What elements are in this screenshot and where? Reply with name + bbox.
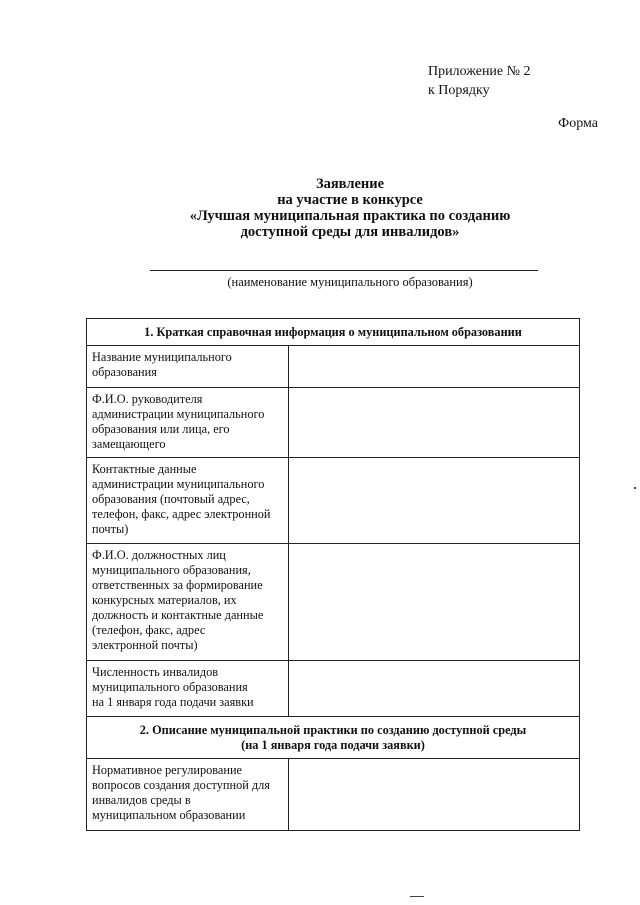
label-line: конкурсных материалов, их — [92, 593, 237, 607]
value-cell-disabled-population[interactable] — [289, 661, 580, 717]
section-2-heading-line-2: (на 1 января года подачи заявки) — [241, 738, 425, 752]
label-line: электронной почты) — [92, 638, 198, 652]
row-label-contact-data — [87, 458, 289, 544]
label-line: замещающего — [92, 437, 166, 451]
table-row — [87, 388, 580, 458]
appendix-number: Приложение № 2 — [428, 64, 531, 79]
row-label-disabled-population — [87, 661, 289, 717]
scan-artifact — [634, 487, 636, 489]
title-line-3: «Лучшая муниципальная практика по созданию — [189, 208, 511, 224]
label-line: Название муниципального — [92, 350, 232, 364]
label-line: инвалидов среды в — [92, 793, 191, 807]
row-label-responsible-officials — [87, 544, 289, 661]
application-form-table — [86, 318, 580, 831]
label-line: Ф.И.О. должностных лиц — [92, 548, 226, 562]
section-2-heading-line-1: 2. Описание муниципальной практики по созданию доступной среды — [139, 723, 527, 737]
label-line: Ф.И.О. руководителя — [92, 392, 203, 406]
appendix-note — [428, 62, 531, 100]
label-line: вопросов создания доступной для — [92, 778, 270, 792]
table-row — [87, 661, 580, 717]
value-cell-regulation[interactable] — [289, 759, 580, 831]
table-row — [87, 458, 580, 544]
label-line: администрации муниципального — [92, 477, 265, 491]
label-line: образования или лица, его — [92, 422, 230, 436]
label-line: Нормативное регулирование — [92, 763, 242, 777]
label-line: почты) — [92, 522, 129, 536]
value-cell-contact-data[interactable] — [289, 458, 580, 544]
label-line: Численность инвалидов — [92, 665, 219, 679]
label-line: телефон, факс, адрес электронной — [92, 507, 271, 521]
value-cell-municipality-name[interactable] — [289, 346, 580, 388]
municipality-name-caption: (наименование муниципального образования) — [227, 275, 473, 289]
table-row — [87, 346, 580, 388]
title-line-1: Заявление — [315, 176, 385, 192]
title-line-2: на участие в конкурсе — [277, 192, 423, 208]
label-line: ответственных за формирование — [92, 578, 263, 592]
label-line: образования — [92, 365, 157, 379]
value-cell-head-name[interactable] — [289, 388, 580, 458]
document-title — [90, 176, 610, 240]
appendix-reference: к Порядку — [428, 83, 490, 98]
title-line-4: доступной среды для инвалидов» — [240, 224, 460, 240]
label-line: образования (почтовый адрес, — [92, 492, 250, 506]
row-label-regulation — [87, 759, 289, 831]
label-line: Контактные данные — [92, 462, 197, 476]
label-line: (телефон, факс, адрес — [92, 623, 206, 637]
label-line: муниципального образования — [92, 680, 248, 694]
table-row — [87, 544, 580, 661]
label-line: муниципального образования, — [92, 563, 251, 577]
municipality-name-line — [150, 270, 538, 271]
row-label-head-name — [87, 388, 289, 458]
section-1-heading: 1. Краткая справочная информация о муниципальном образовании — [87, 319, 580, 346]
section-2-header-row — [87, 717, 580, 759]
label-line: должность и контактные данные — [92, 608, 264, 622]
value-cell-responsible-officials[interactable] — [289, 544, 580, 661]
scan-artifact — [410, 896, 424, 897]
section-1-header-row — [87, 319, 580, 346]
label-line: администрации муниципального — [92, 407, 265, 421]
label-line: муниципальном образовании — [92, 808, 246, 822]
table-row — [87, 759, 580, 831]
label-line: на 1 января года подачи заявки — [92, 695, 254, 709]
row-label-municipality-name — [87, 346, 289, 388]
form-label: Форма — [558, 116, 598, 131]
section-2-heading — [87, 717, 580, 759]
